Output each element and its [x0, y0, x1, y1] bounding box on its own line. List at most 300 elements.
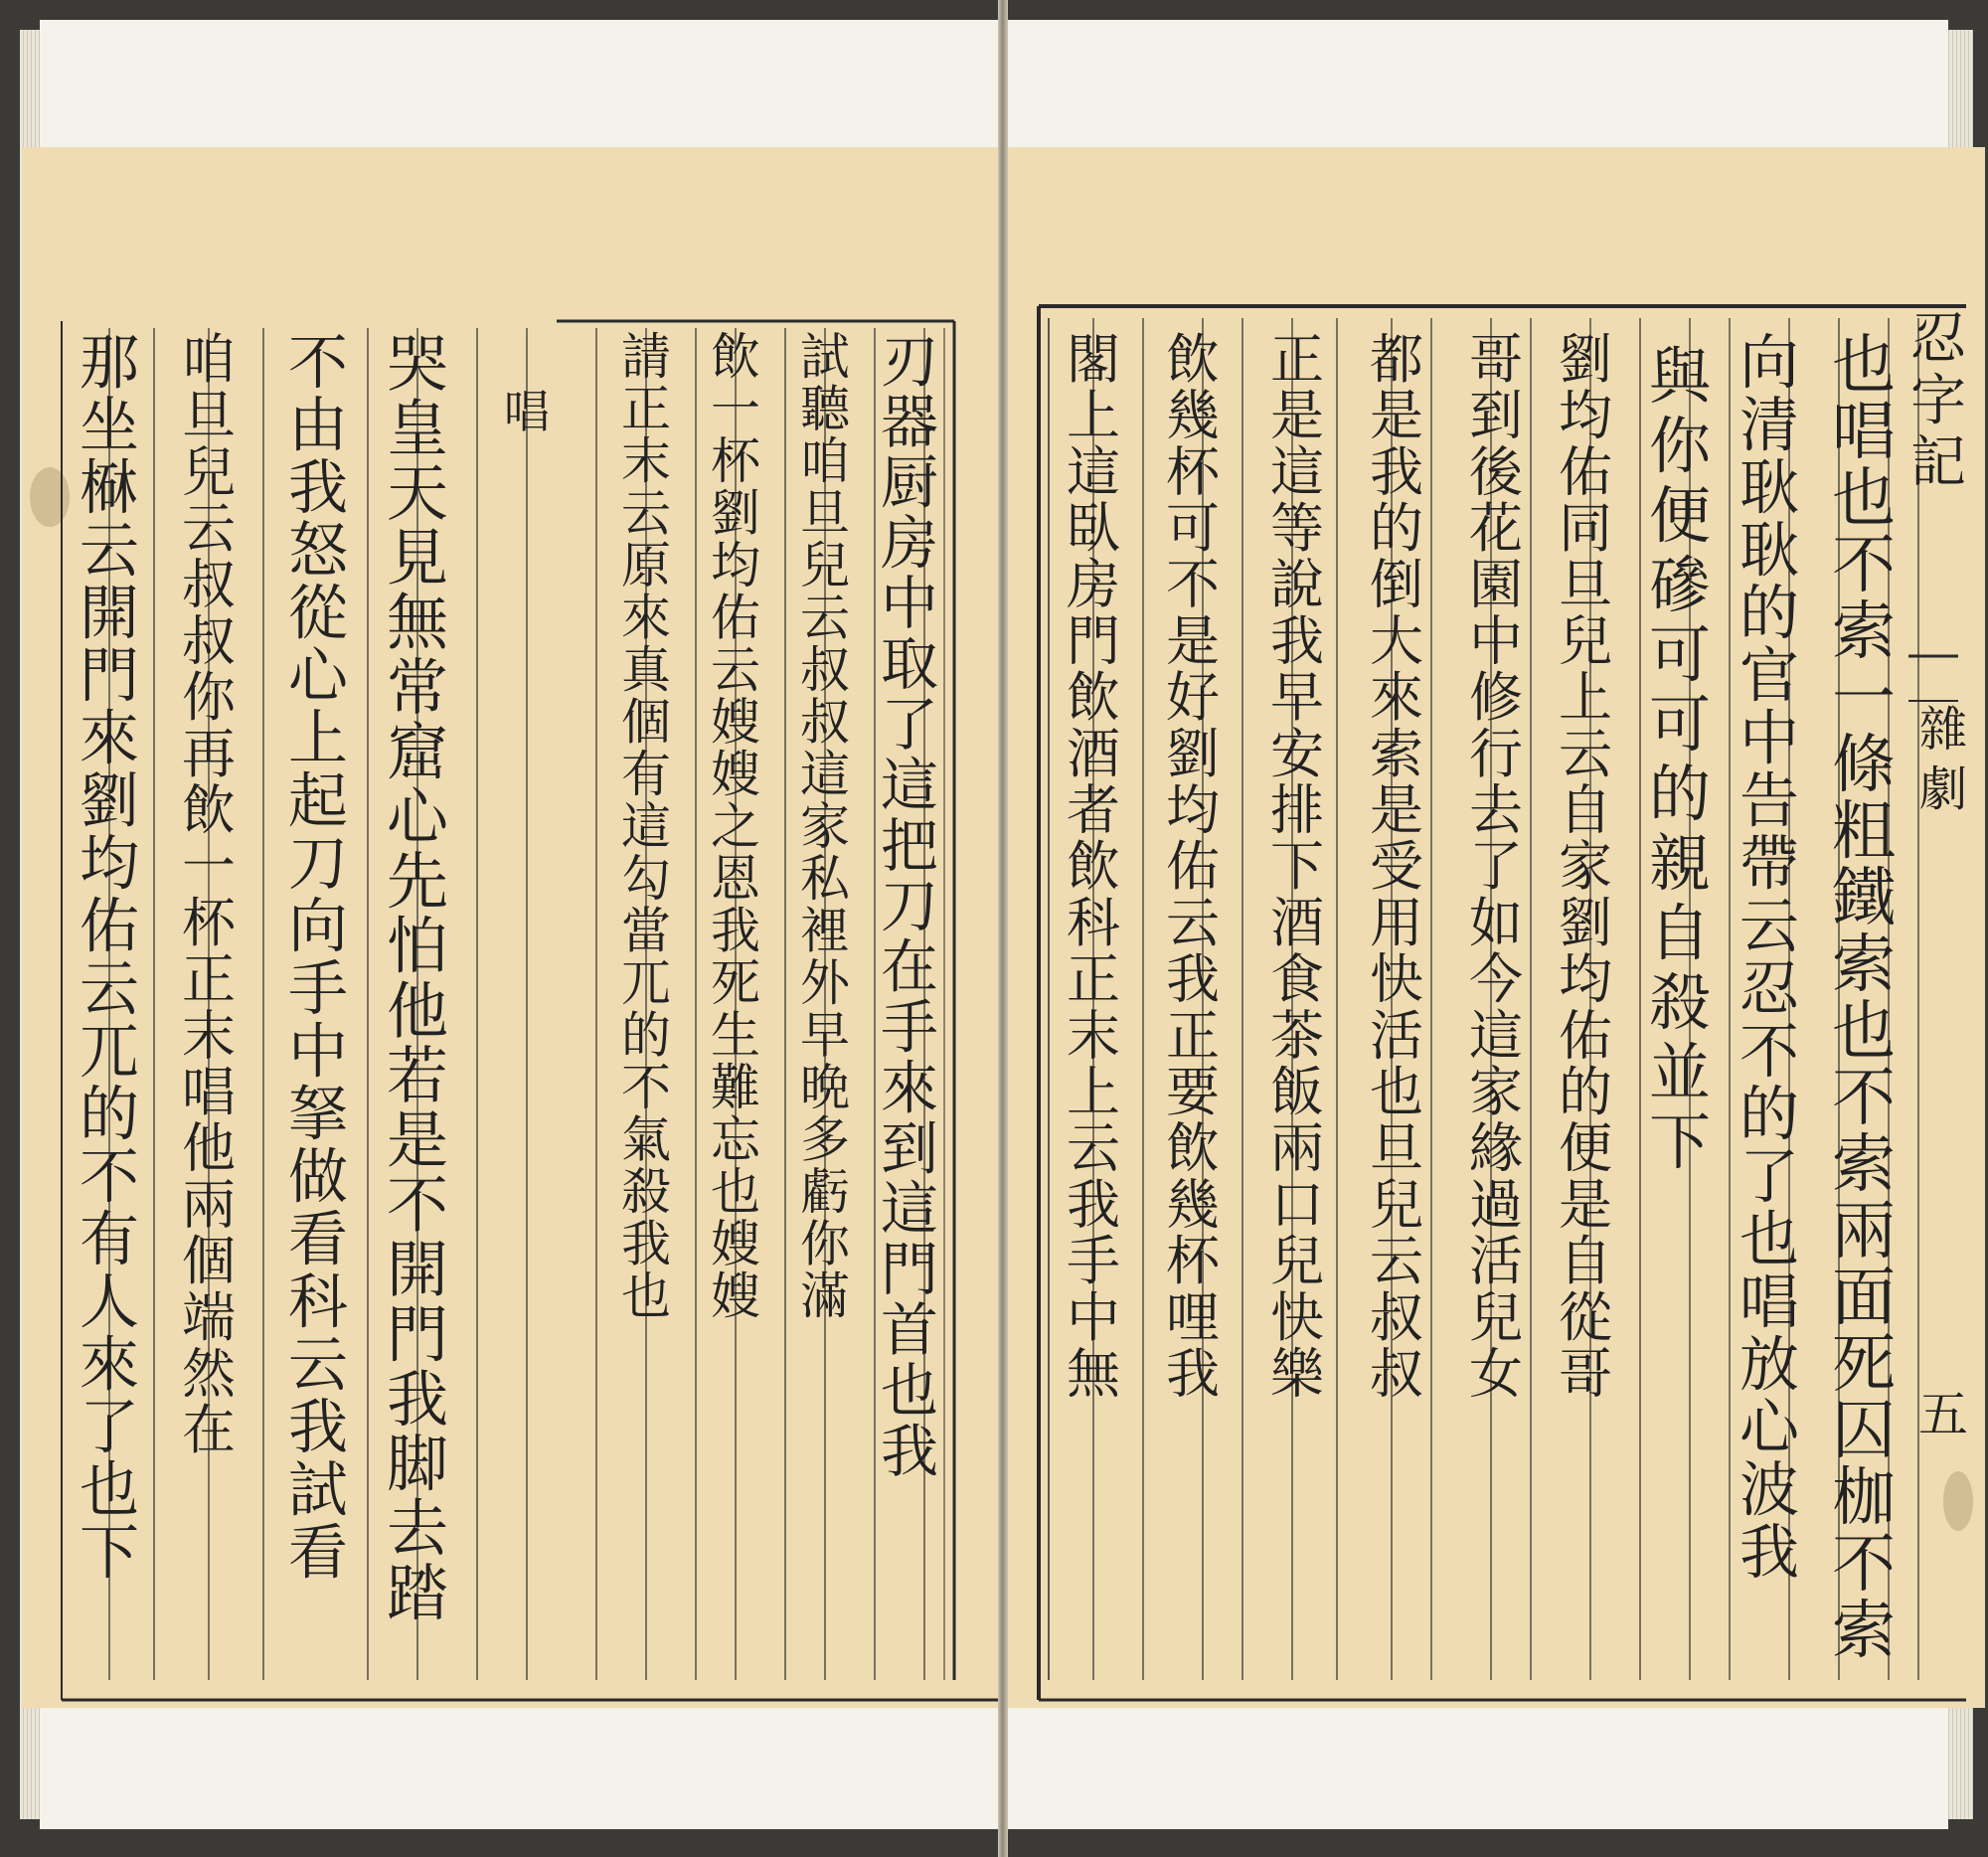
glyph: 云 — [80, 516, 139, 587]
glyph: 波 — [1740, 1455, 1799, 1526]
glyph: 了 — [80, 1393, 139, 1463]
glyph: 無 — [386, 586, 449, 659]
glyph: 兒 — [1559, 609, 1612, 673]
glyph: 快 — [1270, 1285, 1324, 1349]
glyph: 上 — [1067, 384, 1120, 447]
glyph: 好 — [1166, 666, 1220, 730]
glyph: 到 — [1469, 384, 1523, 447]
glyph: 脚 — [386, 1427, 449, 1500]
glyph: 器 — [880, 388, 939, 456]
glyph: 修 — [1469, 666, 1523, 730]
glyph: 可 — [1648, 618, 1712, 691]
glyph: 是 — [1166, 609, 1220, 673]
text-column — [80, 328, 139, 1588]
glyph: 有 — [621, 746, 671, 804]
glyph: 便 — [1559, 1116, 1612, 1180]
glyph: 放 — [1740, 1330, 1799, 1401]
glyph: 皇 — [386, 392, 449, 465]
glyph: 等 — [1270, 496, 1324, 560]
glyph: 不 — [1832, 528, 1896, 602]
glyph: 帶 — [1740, 829, 1799, 900]
glyph: 常 — [386, 650, 449, 724]
glyph: 園 — [1469, 553, 1523, 616]
text-column — [1832, 329, 1896, 1668]
glyph: 我 — [386, 1362, 449, 1435]
glyph: 我 — [711, 902, 760, 960]
glyph: 可 — [1648, 688, 1712, 760]
glyph: 不 — [386, 1168, 449, 1242]
glyph: 不 — [80, 1142, 139, 1213]
glyph: 正 — [1166, 1004, 1220, 1068]
glyph: 來 — [80, 704, 139, 774]
glyph: 兩 — [1270, 1116, 1324, 1180]
glyph: 也 — [621, 1267, 671, 1326]
glyph: 臥 — [1067, 496, 1120, 560]
glyph: 正 — [1270, 327, 1324, 391]
glyph: 把 — [880, 811, 939, 880]
glyph: 幾 — [1166, 1173, 1220, 1237]
glyph: 酒 — [1067, 722, 1120, 785]
glyph: 行 — [1469, 722, 1523, 785]
glyph: 叔 — [182, 609, 236, 673]
glyph: 末 — [182, 1004, 236, 1068]
glyph: 來 — [621, 589, 671, 647]
glyph: 劉 — [1559, 891, 1612, 954]
glyph: 兒 — [1370, 1173, 1423, 1237]
glyph: 我 — [1166, 947, 1220, 1011]
glyph: 也 — [711, 1163, 760, 1222]
glyph: 倒 — [1370, 553, 1423, 616]
glyph: 個 — [621, 693, 671, 752]
glyph: 忘 — [711, 1110, 760, 1169]
glyph: 去 — [386, 1492, 449, 1566]
glyph: 的 — [1740, 579, 1799, 649]
glyph: 了 — [1469, 835, 1523, 899]
glyph: 這 — [1469, 1004, 1523, 1068]
glyph: 云 — [621, 484, 671, 543]
glyph: 真 — [621, 641, 671, 700]
glyph: 然 — [182, 1342, 236, 1406]
glyph: 哥 — [1559, 1342, 1612, 1406]
glyph: 末 — [1067, 1004, 1120, 1068]
glyph: 不 — [1832, 1527, 1896, 1602]
text-column — [1166, 328, 1222, 1406]
glyph: 告 — [1740, 766, 1799, 837]
glyph: 手 — [288, 954, 348, 1025]
glyph: 滿 — [800, 1267, 850, 1326]
glyph: 來 — [1370, 666, 1423, 730]
glyph: 便 — [1648, 479, 1712, 552]
glyph: 原 — [621, 537, 671, 595]
glyph: 索 — [1370, 722, 1423, 785]
glyph: 的 — [1370, 496, 1423, 560]
glyph: 條 — [1832, 728, 1896, 802]
glyph: 兀 — [621, 954, 671, 1013]
text-column — [387, 327, 450, 1629]
glyph: 兒 — [800, 537, 850, 595]
glyph: 唱 — [1832, 395, 1896, 469]
glyph: 開 — [80, 579, 139, 649]
glyph: 叔 — [1370, 1342, 1423, 1406]
glyph: 要 — [1166, 1060, 1220, 1123]
glyph: 我 — [288, 1393, 348, 1463]
glyph: 科 — [1067, 891, 1120, 954]
glyph: 耿 — [1740, 516, 1799, 587]
glyph: 飲 — [1067, 666, 1120, 730]
glyph: 兩 — [1832, 1194, 1896, 1268]
glyph: 中 — [880, 570, 939, 638]
glyph: 如 — [1469, 891, 1523, 954]
glyph: 無 — [1067, 1342, 1120, 1406]
glyph: 均 — [1166, 778, 1220, 842]
glyph: 唱 — [1740, 1267, 1799, 1338]
glyph: 飲 — [1166, 1116, 1220, 1180]
glyph: 虧 — [800, 1163, 850, 1222]
glyph: 正 — [182, 947, 236, 1011]
glyph: 叔 — [800, 641, 850, 700]
glyph: 今 — [1469, 947, 1523, 1011]
glyph: 上 — [1559, 666, 1612, 730]
glyph: 門 — [1067, 609, 1120, 673]
glyph: 也 — [1740, 1205, 1799, 1275]
text-column — [1270, 328, 1325, 1406]
glyph: 我 — [1270, 609, 1324, 673]
glyph: 一 — [182, 835, 236, 899]
glyph: 了 — [880, 690, 939, 759]
glyph: 門 — [80, 641, 139, 712]
glyph: 均 — [1559, 947, 1612, 1011]
glyph: 家 — [1559, 835, 1612, 899]
glyph: 飲 — [711, 328, 760, 387]
glyph: 我 — [1166, 1342, 1220, 1406]
glyph: 索 — [1832, 594, 1896, 669]
glyph: 這 — [880, 751, 939, 819]
glyph: 手 — [1067, 1230, 1120, 1293]
glyph: 食 — [1270, 947, 1324, 1011]
glyph: 先 — [386, 845, 449, 919]
glyph: 裡 — [800, 902, 850, 960]
glyph: 再 — [182, 722, 236, 785]
glyph: 大 — [1370, 609, 1423, 673]
glyph: 刀 — [880, 872, 939, 940]
glyph: 刀 — [288, 829, 348, 900]
glyph: 的 — [80, 1080, 139, 1150]
glyph: 哩 — [1166, 1285, 1220, 1349]
glyph: 云 — [288, 1330, 348, 1401]
glyph: 活 — [1370, 1004, 1423, 1068]
glyph: 開 — [386, 1233, 449, 1306]
glyph: 粗 — [1832, 794, 1896, 869]
glyph: 取 — [880, 630, 939, 699]
glyph: 緣 — [1469, 1116, 1523, 1180]
glyph: 同 — [1559, 496, 1612, 560]
glyph: 說 — [1270, 553, 1324, 616]
glyph: 都 — [1370, 327, 1423, 391]
glyph: 云 — [182, 496, 236, 560]
glyph: 心 — [386, 779, 449, 853]
glyph: 在 — [880, 932, 939, 1001]
glyph: 看 — [288, 1518, 348, 1589]
glyph: 天 — [386, 456, 449, 530]
text-column — [1370, 328, 1423, 1406]
glyph: 外 — [800, 954, 850, 1013]
glyph: 哥 — [1469, 327, 1523, 391]
glyph: 旦 — [800, 484, 850, 543]
glyph: 佑 — [80, 892, 139, 962]
glyph: 快 — [1370, 947, 1423, 1011]
glyph: 了 — [1740, 1142, 1799, 1213]
glyph: 在 — [182, 1399, 236, 1462]
glyph: 當 — [621, 902, 671, 960]
margin-title-glyph: 記 — [1910, 430, 1966, 495]
glyph: 嫂 — [711, 1267, 760, 1326]
glyph: 這 — [1270, 440, 1324, 504]
margin-title-glyph: 忍 — [1910, 307, 1966, 372]
glyph: 我 — [880, 1417, 939, 1485]
glyph: 叔 — [800, 693, 850, 752]
glyph: 刃 — [880, 327, 939, 396]
glyph: 佑 — [711, 589, 760, 647]
glyph: 云 — [1166, 891, 1220, 954]
glyph: 是 — [1270, 384, 1324, 447]
glyph: 門 — [880, 1236, 939, 1304]
glyph: 並 — [1648, 1036, 1712, 1108]
glyph: 家 — [1469, 1060, 1523, 1123]
glyph: 云 — [1067, 1116, 1120, 1180]
glyph: 看 — [288, 1205, 348, 1275]
glyph: 劉 — [80, 766, 139, 837]
glyph: 兀 — [80, 1017, 139, 1088]
glyph: 勾 — [621, 850, 671, 909]
glyph: 幾 — [1166, 384, 1220, 447]
folio-number: 五 — [1918, 1386, 1968, 1443]
glyph: 踏 — [386, 1557, 449, 1630]
margin-section-glyph: 雜 — [1918, 702, 1968, 758]
text-column — [182, 328, 238, 1461]
glyph: 唱 — [182, 1060, 236, 1123]
glyph: 劉 — [1166, 722, 1220, 785]
glyph: 佑 — [1559, 1004, 1612, 1068]
glyph: 正 — [1067, 947, 1120, 1011]
glyph: 嫂 — [711, 746, 760, 804]
glyph: 有 — [80, 1205, 139, 1275]
text-column — [1559, 328, 1613, 1406]
glyph: 中 — [1469, 609, 1523, 673]
glyph: 手 — [880, 993, 939, 1062]
glyph: 飲 — [182, 778, 236, 842]
glyph: 用 — [1370, 891, 1423, 954]
glyph: 咱 — [182, 327, 236, 391]
text-column — [288, 328, 350, 1588]
glyph: 面 — [1832, 1261, 1896, 1335]
glyph: 來 — [880, 1054, 939, 1122]
glyph: 忍 — [1740, 954, 1799, 1025]
glyph: 個 — [182, 1230, 236, 1293]
glyph: 你 — [800, 1215, 850, 1273]
glyph: 枷 — [1832, 1460, 1896, 1535]
glyph: 請 — [621, 328, 671, 387]
glyph: 唱 — [504, 385, 550, 438]
text-column — [881, 328, 938, 1485]
glyph: 不 — [1166, 553, 1220, 616]
glyph: 這 — [880, 1175, 939, 1244]
glyph: 佑 — [1559, 440, 1612, 504]
glyph: 云 — [711, 641, 760, 700]
glyph: 做 — [288, 1142, 348, 1213]
glyph: 晩 — [800, 1059, 850, 1117]
glyph: 安 — [1270, 722, 1324, 785]
glyph: 這 — [800, 746, 850, 804]
glyph: 佑 — [1166, 835, 1220, 899]
glyph: 後 — [1469, 440, 1523, 504]
glyph: 不 — [1740, 1017, 1799, 1088]
glyph: 死 — [711, 954, 760, 1013]
glyph: 你 — [1648, 410, 1712, 482]
glyph: 索 — [1832, 1594, 1896, 1668]
glyph: 排 — [1270, 778, 1324, 842]
glyph: 清 — [1740, 391, 1799, 461]
glyph: 見 — [386, 521, 449, 594]
text-column — [800, 328, 852, 1325]
glyph: 索 — [1832, 1127, 1896, 1202]
glyph: 下 — [1270, 835, 1324, 899]
glyph: 我 — [1370, 440, 1423, 504]
glyph: 早 — [800, 1006, 850, 1065]
glyph: 均 — [80, 829, 139, 900]
text-column — [621, 328, 673, 1325]
glyph: 下 — [80, 1518, 139, 1589]
glyph: 劉 — [1559, 327, 1612, 391]
glyph: 劉 — [711, 484, 760, 543]
glyph: 房 — [880, 509, 939, 578]
glyph: 私 — [800, 850, 850, 909]
glyph: 早 — [1270, 666, 1324, 730]
glyph: 囚 — [1832, 1394, 1896, 1468]
glyph: 的 — [1648, 758, 1712, 830]
glyph: 官 — [1740, 641, 1799, 712]
glyph: 他 — [386, 974, 449, 1048]
glyph: 可 — [1166, 496, 1220, 560]
glyph: 旦 — [1559, 553, 1612, 616]
glyph: 耿 — [1740, 453, 1799, 524]
glyph: 生 — [711, 1006, 760, 1065]
glyph: 云 — [1370, 1230, 1423, 1293]
glyph: 云 — [1559, 722, 1612, 785]
glyph: 你 — [182, 666, 236, 730]
text-column — [1649, 340, 1715, 1178]
glyph: 難 — [711, 1059, 760, 1117]
glyph: 去 — [1469, 778, 1523, 842]
glyph: 也 — [80, 1455, 139, 1526]
glyph: 旦 — [1370, 1116, 1423, 1180]
glyph: 一 — [1832, 661, 1896, 736]
glyph: 自 — [1648, 897, 1712, 969]
glyph: 不 — [1832, 1061, 1896, 1135]
glyph: 是 — [1559, 1173, 1612, 1237]
glyph: 兒 — [1469, 1285, 1523, 1349]
glyph: 自 — [1559, 778, 1612, 842]
glyph: 他 — [182, 1116, 236, 1180]
glyph: 的 — [1740, 1080, 1799, 1150]
glyph: 活 — [1469, 1230, 1523, 1293]
glyph: 多 — [800, 1110, 850, 1169]
glyph: 到 — [880, 1114, 939, 1183]
glyph: 受 — [1370, 835, 1423, 899]
glyph: 是 — [386, 1103, 449, 1177]
glyph: 試 — [800, 328, 850, 387]
glyph: 起 — [288, 766, 348, 837]
glyph: 心 — [288, 641, 348, 712]
glyph: 正 — [621, 380, 671, 438]
glyph: 酒 — [1270, 891, 1324, 954]
margin-title-glyph: 字 — [1910, 369, 1966, 433]
glyph: 死 — [1832, 1327, 1896, 1402]
glyph: 嫂 — [711, 1215, 760, 1273]
glyph: 均 — [1559, 384, 1612, 447]
glyph: 飲 — [1166, 327, 1220, 391]
glyph: 女 — [1469, 1342, 1523, 1406]
glyph: 坐 — [80, 391, 139, 461]
glyph: 中 — [1740, 704, 1799, 774]
glyph: 氣 — [621, 1110, 671, 1169]
glyph: 恩 — [711, 850, 760, 909]
glyph: 也 — [880, 1356, 939, 1425]
glyph: 親 — [1648, 827, 1712, 900]
glyph: 均 — [711, 537, 760, 595]
glyph: 房 — [1067, 553, 1120, 616]
glyph: 也 — [1832, 461, 1896, 536]
glyph: 上 — [288, 704, 348, 774]
glyph: 首 — [880, 1295, 939, 1364]
glyph: 下 — [1648, 1105, 1712, 1178]
glyph: 我 — [1067, 1173, 1120, 1237]
glyph: 不 — [621, 1059, 671, 1117]
glyph: 那 — [80, 328, 139, 399]
glyph: 的 — [621, 1006, 671, 1065]
glyph: 自 — [1559, 1230, 1612, 1293]
glyph: 也 — [1832, 994, 1896, 1069]
glyph: 我 — [1740, 1518, 1799, 1589]
glyph: 之 — [711, 797, 760, 856]
text-column — [1740, 328, 1801, 1588]
glyph: 我 — [621, 1215, 671, 1273]
glyph: 云 — [1740, 892, 1799, 962]
glyph: 旦 — [182, 384, 236, 447]
glyph: 云 — [800, 589, 850, 647]
glyph: 花 — [1469, 496, 1523, 560]
glyph: 厨 — [880, 448, 939, 517]
glyph: 杯 — [1166, 1230, 1220, 1293]
glyph: 從 — [1559, 1285, 1612, 1349]
glyph: 從 — [288, 579, 348, 649]
glyph: 索 — [1832, 928, 1896, 1002]
text-column — [711, 328, 762, 1325]
glyph: 科 — [288, 1267, 348, 1338]
glyph: 嫂 — [711, 693, 760, 752]
glyph: 兩 — [182, 1173, 236, 1237]
glyph: 心 — [1740, 1393, 1799, 1463]
glyph: 末 — [621, 432, 671, 491]
margin-section-glyph: 劇 — [1918, 761, 1968, 817]
glyph: 端 — [182, 1285, 236, 1349]
glyph: 殺 — [621, 1163, 671, 1222]
glyph: 咱 — [800, 432, 850, 491]
glyph: 家 — [800, 797, 850, 856]
glyph: 來 — [80, 1330, 139, 1401]
glyph: 上 — [1067, 1060, 1120, 1123]
glyph: 閣 — [1067, 327, 1120, 391]
glyph: 由 — [288, 391, 348, 461]
